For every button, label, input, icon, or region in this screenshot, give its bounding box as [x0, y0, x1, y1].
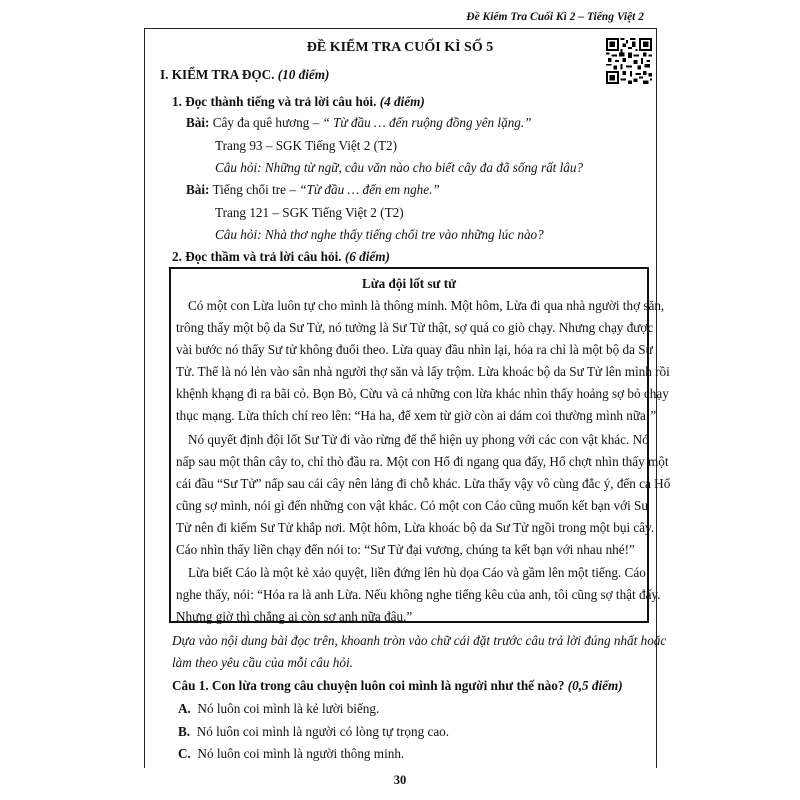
story-line: cái đầu “Sư Tử” nấp sau cái cây nên lảng đi chỗ khác. Lừa thấy vậy vô cùng đắc ý, đến cả Hổ [176, 476, 671, 491]
story-line: Tử nên đi kiếm Sư Tử khắp nơi. Một hôm, Lừa khoác bộ da Sư Tử ngồi trong một bụi cây. [176, 520, 655, 535]
story-line: cũng sợ mình, nói gì đến những con vật khác. Có một con Cáo cũng muốn kết bạn với Sư [176, 498, 649, 513]
story-line: Lừa biết Cáo là một kẻ xảo quyệt, liền đứng lên hù dọa Cáo và gầm lên một tiếng. Cáo [188, 565, 646, 580]
running-header: Đề Kiểm Tra Cuối Kì 2 – Tiếng Việt 2 [466, 11, 644, 23]
story-line: khệnh khạng đi ra bãi cỏ. Bọn Bò, Cừu và cả những con lừa khác nhìn thấy hoảng sợ bỏ chạy [176, 386, 669, 401]
reading-1-name: Cây đa quê hương – [212, 115, 320, 130]
option-letter: C. [178, 746, 191, 761]
part1-heading [172, 94, 425, 110]
story-line: nghe thấy, nói: “Hóa ra là anh Lừa. Nếu không nghe tiếng kêu của anh, tôi cũng sợ thật đấy. [176, 587, 661, 602]
option-text: Nó luôn coi mình là kẻ lười biếng. [197, 701, 380, 716]
story-line: Có một con Lừa luôn tự cho mình là thông minh. Một hôm, Lừa đi qua nhà người thợ săn, [188, 298, 665, 313]
exam-title: ĐỀ KIỂM TRA CUỐI KÌ SỐ 5 [306, 40, 494, 55]
story-line: thục mạng. Lừa thích chí reo lên: “Ha ha, để xem từ giờ còn ai dám coi thường mình nữa!” [176, 408, 657, 423]
reading-1 [186, 115, 532, 131]
question-1 [172, 678, 623, 694]
answer-option-a[interactable] [178, 701, 379, 717]
story-line: Cáo nhìn thấy liền chạy đến nói to: “Sư Tử đại vương, chúng ta kết bạn với nhau nhé!” [176, 542, 635, 557]
reading-2-label: Bài: [186, 182, 210, 197]
part1-heading-text: 1. Đọc thành tiếng và trả lời câu hỏi. [172, 94, 377, 109]
section-heading-text: I. KIỂM TRA ĐỌC. [160, 67, 275, 82]
story-line: vài bước nó thấy Sư tử không đuổi theo. Lừa quay đầu nhìn lại, hóa ra chỉ là một bộ da Sư [176, 342, 653, 357]
story-line: Tử. Thế là nó lẻn vào sân nhà người thợ săn và lấy trộm. Lừa khoác bộ da Sư Tử lên mình rồi [176, 364, 670, 379]
instructions-line-1: Dựa vào nội dung bài đọc trên, khoanh tròn vào chữ cái đặt trước câu trả lời đúng nhất hoặc [172, 633, 667, 648]
story-line: trông thấy một bộ da Sư Tử, nó tưởng là Sư Tử thật, sợ quá co giò chạy. Nhưng chạy được [176, 320, 654, 335]
story-title: Lừa đội lốt sư tử [361, 276, 457, 291]
instructions-line-2: làm theo yêu cầu của mỗi câu hỏi. [172, 655, 353, 670]
section-heading-points: (10 điểm) [277, 67, 330, 82]
reading-2 [186, 182, 440, 198]
part2-heading [172, 249, 390, 265]
question-1-text: Câu 1. Con lừa trong câu chuyện luôn coi mình là người như thế nào? [172, 678, 565, 693]
question-1-points: (0,5 điểm) [567, 678, 623, 693]
part2-heading-points: (6 điểm) [344, 249, 390, 264]
section-heading [160, 67, 329, 83]
reading-2-question: Câu hỏi: Nhà thơ nghe thấy tiếng chổi tre vào những lúc nào? [215, 227, 544, 242]
answer-option-b[interactable] [178, 724, 449, 740]
reading-2-name: Tiếng chổi tre – [212, 182, 296, 197]
reading-2-source: Trang 121 – SGK Tiếng Việt 2 (T2) [215, 205, 404, 220]
option-text: Nó luôn coi mình là người thông minh. [197, 746, 405, 761]
story-line: nấp sau một thân cây to, chỉ thò đầu ra. Một con Hổ đi ngang qua đấy, Hổ chợt nhìn thấy một [176, 454, 669, 469]
story-line: Nó quyết định đội lốt Sư Tử đi vào rừng để thể hiện uy phong với các con vật khác. Nó [188, 432, 649, 447]
reading-1-excerpt: “ Từ đầu … đến ruộng đồng yên lặng.” [322, 115, 532, 130]
option-letter: B. [178, 724, 191, 739]
story-line: Nhưng giờ thì chẳng ai còn sợ anh nữa đâu.” [176, 609, 413, 624]
part1-heading-points: (4 điểm) [379, 94, 425, 109]
option-letter: A. [178, 701, 191, 716]
answer-option-c[interactable] [178, 746, 404, 762]
option-text: Nó luôn coi mình là người có lòng tự trọng cao. [196, 724, 450, 739]
reading-1-question: Câu hỏi: Những từ ngữ, câu văn nào cho biết cây đa đã sống rất lâu? [215, 160, 584, 175]
part2-heading-text: 2. Đọc thầm và trả lời câu hỏi. [172, 249, 342, 264]
reading-2-excerpt: “Từ đầu … đến em nghe.” [299, 182, 440, 197]
page-number: 30 [393, 773, 407, 787]
reading-1-source: Trang 93 – SGK Tiếng Việt 2 (T2) [215, 138, 398, 153]
reading-1-label: Bài: [186, 115, 210, 130]
